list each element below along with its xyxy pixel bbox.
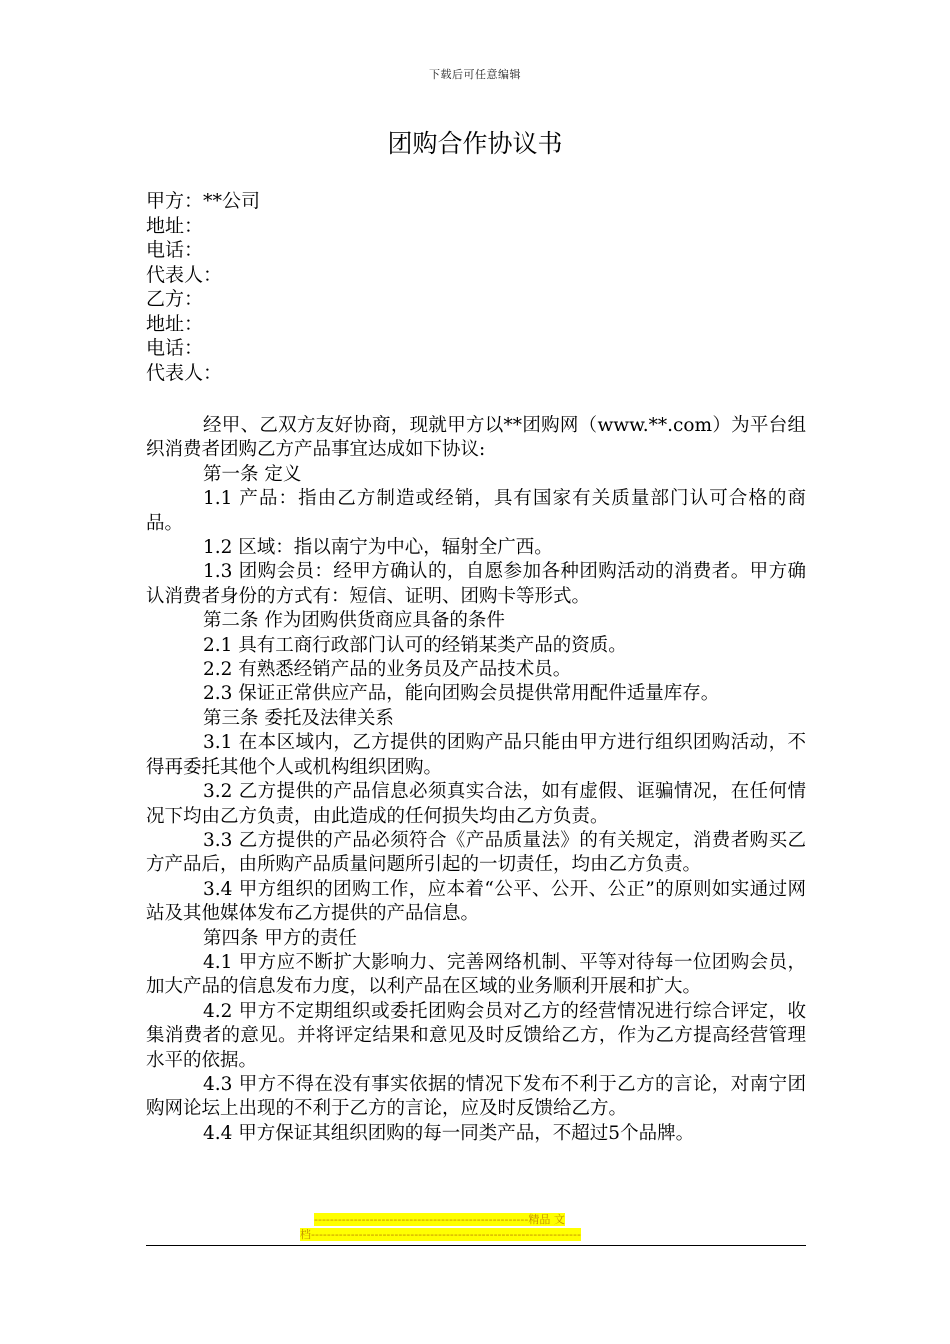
footer-watermark-line1: ------------------------------------------------------精品 文 — [314, 1213, 565, 1226]
clause-3-1: 3.1 在本区域内，乙方提供的团购产品只能由甲方进行组织团购活动，不得再委托其他个人或机构组织团购。 — [146, 732, 806, 778]
footer-watermark — [300, 1212, 650, 1242]
article-4-heading: 第四条 甲方的责任 — [203, 927, 357, 949]
agreement-body — [146, 414, 806, 1146]
clause-2-3: 2.3 保证正常供应产品，能向团购会员提供常用配件适量库存。 — [203, 683, 720, 705]
document-title: 团购合作协议书 — [387, 129, 563, 158]
party-b-phone: 电话： — [146, 337, 204, 359]
article-2-heading: 第二条 作为团购供货商应具备的条件 — [203, 610, 505, 632]
clause-4-4: 4.4 甲方保证其组织团购的每一同类产品，不超过5个品牌。 — [203, 1122, 695, 1144]
clause-3-3: 3.3 乙方提供的产品必须符合《产品质量法》的有关规定，消费者购买乙方产品后，由所购产品质量问题所引起的一切责任，均由乙方负责。 — [146, 829, 806, 876]
party-a-phone: 电话： — [146, 239, 204, 261]
party-a-name: 甲方：**公司 — [146, 190, 261, 212]
party-b-address: 地址： — [146, 312, 204, 335]
clause-3-2: 3.2 乙方提供的产品信息必须真实合法，如有虚假、诓骗情况，在任何情况下均由乙方负责，由此造成的任何损失均由乙方负责。 — [146, 781, 806, 827]
footer-rule — [146, 1245, 806, 1246]
clause-4-3: 4.3 甲方不得在没有事实依据的情况下发布不利于乙方的言论，对南宁团购网论坛上出现的不利于乙方的言论，应及时反馈给乙方。 — [146, 1073, 806, 1120]
party-a-representative: 代表人： — [146, 263, 223, 286]
footer-watermark-line2: 档-------------------------------------------------------------------- — [300, 1228, 581, 1241]
clause-3-4: 3.4 甲方组织的团购工作，应本着“公平、公开、公正”的原则如实通过网站及其他媒体发布乙方提供的产品信息。 — [146, 878, 806, 925]
header-note: 下载后可任意编辑 — [429, 68, 521, 81]
party-b-name: 乙方： — [146, 288, 204, 310]
party-a-address: 地址： — [146, 214, 204, 237]
article-1-heading: 第一条 定义 — [203, 463, 302, 485]
clause-1-3: 1.3 团购会员：经甲方确认的，自愿参加各种团购活动的消费者。甲方确认消费者身份的方式有：短信、证明、团购卡等形式。 — [146, 561, 806, 607]
clause-4-1: 4.1 甲方应不断扩大影响力、完善网络机制、平等对待每一位团购会员，加大产品的信息发布力度，以利产品在区域的业务顺利开展和扩大。 — [146, 951, 806, 998]
clause-1-1: 1.1 产品：指由乙方制造或经销，具有国家有关质量部门认可合格的商品。 — [146, 488, 806, 534]
clause-4-2: 4.2 甲方不定期组织或委托团购会员对乙方的经营情况进行综合评定，收集消费者的意见。并将评定结果和意见及时反馈给乙方，作为乙方提高经营管理水平的依据。 — [146, 1000, 806, 1071]
article-3-heading: 第三条 委托及法律关系 — [203, 707, 394, 729]
clause-2-1: 2.1 具有工商行政部门认可的经销某类产品的资质。 — [203, 634, 627, 656]
clause-2-2: 2.2 有熟悉经销产品的业务员及产品技术员。 — [203, 659, 572, 681]
parties-block — [146, 189, 260, 385]
intro-paragraph: 经甲、乙双方友好协商，现就甲方以**团购网（www.**.com）为平台组织消费者团购乙方产品事宜达成如下协议: — [146, 415, 806, 461]
clause-1-2: 1.2 区域：指以南宁为中心，辐射全广西。 — [203, 537, 553, 559]
party-b-representative: 代表人： — [146, 361, 223, 384]
